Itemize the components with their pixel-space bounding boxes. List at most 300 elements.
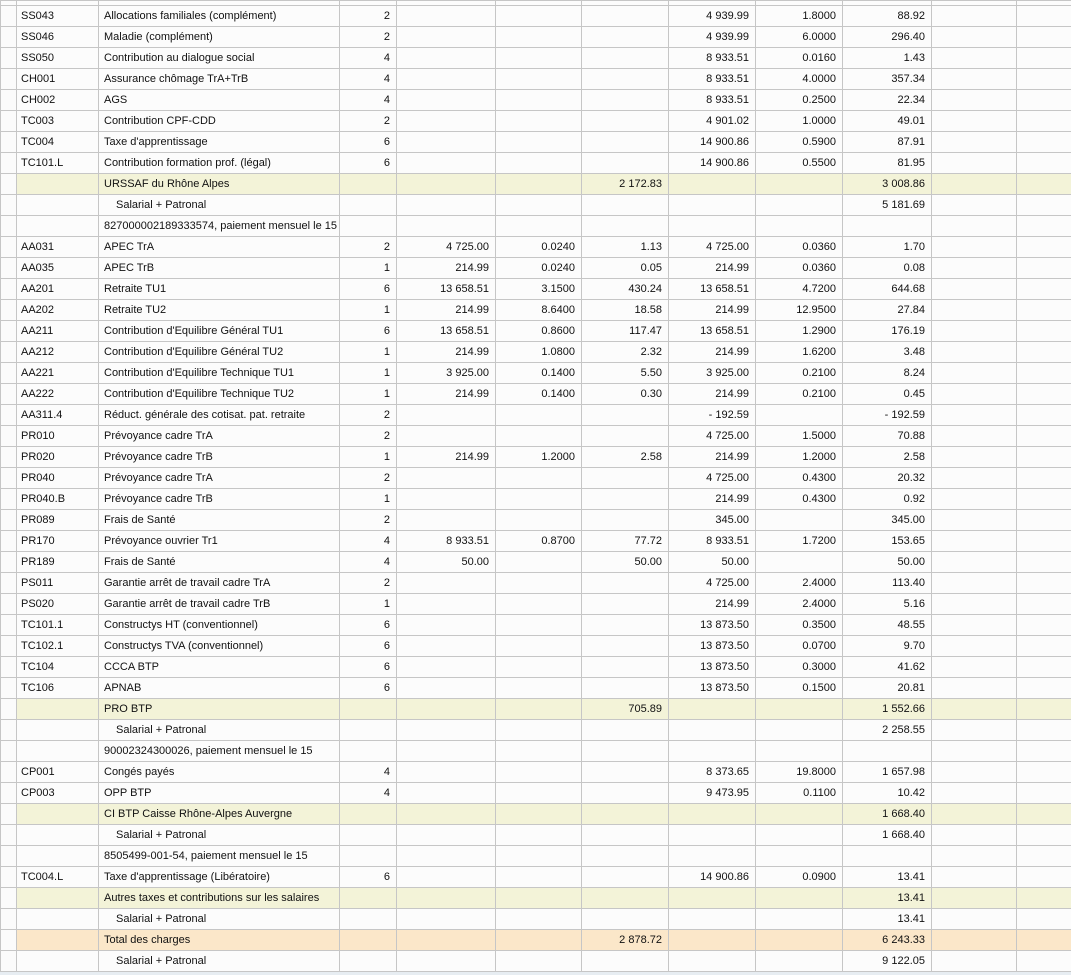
- cell-quantity: 1: [340, 258, 397, 279]
- cell-amount-patronal: 13.41: [843, 909, 932, 930]
- cell-amount-salarial: [582, 468, 669, 489]
- cell-amount-patronal: 13.41: [843, 888, 932, 909]
- cell-amount-salarial: 2 172.83: [582, 174, 669, 195]
- cell-code: TC101.L: [17, 153, 99, 174]
- cell-rate-patronal: 0.2100: [756, 384, 843, 405]
- table-row[interactable]: [1, 363, 1071, 384]
- table-row[interactable]: [1, 720, 1071, 741]
- row-gutter-cell: [1, 699, 17, 720]
- cell-empty-2: [1017, 426, 1071, 447]
- cell-rate-patronal: 1.2900: [756, 321, 843, 342]
- cell-amount-patronal: 9.70: [843, 636, 932, 657]
- cell-amount-salarial: [582, 405, 669, 426]
- cell-amount-salarial: [582, 111, 669, 132]
- cell-rate-patronal: 0.2100: [756, 363, 843, 384]
- cell-amount-patronal: 1 668.40: [843, 804, 932, 825]
- cell-rate-patronal: [756, 174, 843, 195]
- table-row[interactable]: [1, 279, 1071, 300]
- row-gutter-cell: [1, 153, 17, 174]
- cell-label: APEC TrA: [99, 237, 340, 258]
- row-gutter-cell: [1, 720, 17, 741]
- cell-rate-salarial: [496, 216, 582, 237]
- cell-amount-salarial: 18.58: [582, 300, 669, 321]
- cell-base-salarial: [397, 657, 496, 678]
- cell-empty-1: [932, 720, 1017, 741]
- cell-rate-patronal: 1.5000: [756, 426, 843, 447]
- row-gutter-cell: [1, 258, 17, 279]
- row-gutter-cell: [1, 279, 17, 300]
- cell-amount-patronal: 0.08: [843, 258, 932, 279]
- cell-base-patronal: [669, 846, 756, 867]
- cell-empty-1: [932, 615, 1017, 636]
- table-row[interactable]: [1, 510, 1071, 531]
- cell-empty-1: [932, 153, 1017, 174]
- cell-label: Total des charges: [99, 930, 340, 951]
- table-row[interactable]: [1, 321, 1071, 342]
- cell-base-patronal: [669, 699, 756, 720]
- cell-rate-salarial: [496, 657, 582, 678]
- cell-amount-patronal: 296.40: [843, 27, 932, 48]
- cell-label: Salarial + Patronal: [99, 825, 340, 846]
- cell-empty-1: [932, 6, 1017, 27]
- cell-base-salarial: [397, 510, 496, 531]
- table-row[interactable]: [1, 804, 1071, 825]
- cell-quantity: 4: [340, 552, 397, 573]
- table-row[interactable]: [1, 888, 1071, 909]
- cell-empty-1: [932, 174, 1017, 195]
- cell-rate-salarial: [496, 468, 582, 489]
- cell-base-salarial: [397, 132, 496, 153]
- cell-label: OPP BTP: [99, 783, 340, 804]
- cell-quantity: [340, 699, 397, 720]
- cell-amount-patronal: 5.16: [843, 594, 932, 615]
- row-gutter-cell: [1, 27, 17, 48]
- cell-label: APNAB: [99, 678, 340, 699]
- table-row[interactable]: [1, 132, 1071, 153]
- cell-amount-patronal: 1 657.98: [843, 762, 932, 783]
- cell-rate-salarial: [496, 510, 582, 531]
- cell-rate-salarial: [496, 720, 582, 741]
- cell-rate-patronal: 0.3500: [756, 615, 843, 636]
- cell-empty-1: [932, 300, 1017, 321]
- cell-code: TC003: [17, 111, 99, 132]
- table-row[interactable]: [1, 69, 1071, 90]
- cell-amount-patronal: [843, 216, 932, 237]
- cell-amount-patronal: 88.92: [843, 6, 932, 27]
- table-row[interactable]: [1, 909, 1071, 930]
- cell-base-patronal: 4 725.00: [669, 468, 756, 489]
- cell-base-salarial: [397, 90, 496, 111]
- cell-amount-salarial: 2.32: [582, 342, 669, 363]
- table-row[interactable]: [1, 384, 1071, 405]
- cell-empty-1: [932, 468, 1017, 489]
- cell-empty-1: [932, 783, 1017, 804]
- row-gutter-cell: [1, 909, 17, 930]
- cell-empty-2: [1017, 27, 1071, 48]
- cell-rate-patronal: 19.8000: [756, 762, 843, 783]
- cell-rate-salarial: [496, 552, 582, 573]
- cell-amount-patronal: - 192.59: [843, 405, 932, 426]
- cell-amount-patronal: 6 243.33: [843, 930, 932, 951]
- cell-base-salarial: [397, 930, 496, 951]
- cell-rate-salarial: [496, 69, 582, 90]
- row-gutter-cell: [1, 342, 17, 363]
- row-gutter-cell: [1, 300, 17, 321]
- table-row[interactable]: [1, 405, 1071, 426]
- cell-empty-1: [932, 678, 1017, 699]
- cell-empty-2: [1017, 657, 1071, 678]
- cell-base-salarial: [397, 216, 496, 237]
- cell-empty-2: [1017, 531, 1071, 552]
- cell-quantity: 4: [340, 90, 397, 111]
- cell-empty-2: [1017, 741, 1071, 762]
- cell-code: PS020: [17, 594, 99, 615]
- cell-base-salarial: [397, 741, 496, 762]
- cell-base-patronal: [669, 825, 756, 846]
- cell-base-salarial: [397, 468, 496, 489]
- cell-base-salarial: [397, 909, 496, 930]
- cell-rate-patronal: 1.7200: [756, 531, 843, 552]
- cell-amount-salarial: 2 878.72: [582, 930, 669, 951]
- cell-label: Contribution d'Equilibre Général TU2: [99, 342, 340, 363]
- cell-empty-1: [932, 552, 1017, 573]
- cell-empty-2: [1017, 846, 1071, 867]
- cell-empty-2: [1017, 825, 1071, 846]
- cell-rate-patronal: [756, 741, 843, 762]
- cell-rate-patronal: [756, 909, 843, 930]
- cell-base-salarial: [397, 678, 496, 699]
- cell-amount-patronal: [843, 741, 932, 762]
- cell-rate-patronal: [756, 951, 843, 972]
- cell-amount-patronal: 20.81: [843, 678, 932, 699]
- cell-rate-patronal: 0.0360: [756, 258, 843, 279]
- cell-amount-patronal: 345.00: [843, 510, 932, 531]
- cell-amount-patronal: [843, 846, 932, 867]
- cell-quantity: [340, 846, 397, 867]
- cell-code: [17, 888, 99, 909]
- cell-base-patronal: 13 873.50: [669, 657, 756, 678]
- cell-rate-patronal: 1.8000: [756, 6, 843, 27]
- cell-empty-1: [932, 216, 1017, 237]
- cell-rate-salarial: [496, 153, 582, 174]
- cell-rate-patronal: [756, 846, 843, 867]
- cell-rate-salarial: [496, 48, 582, 69]
- cell-quantity: 1: [340, 300, 397, 321]
- cell-empty-2: [1017, 321, 1071, 342]
- cell-amount-patronal: 49.01: [843, 111, 932, 132]
- cell-base-patronal: 13 658.51: [669, 279, 756, 300]
- cell-code: [17, 699, 99, 720]
- cell-label: Garantie arrêt de travail cadre TrA: [99, 573, 340, 594]
- cell-code: AA201: [17, 279, 99, 300]
- cell-amount-salarial: [582, 846, 669, 867]
- cell-empty-2: [1017, 636, 1071, 657]
- row-gutter-cell: [1, 426, 17, 447]
- table-row[interactable]: [1, 930, 1071, 951]
- cell-empty-2: [1017, 363, 1071, 384]
- cell-amount-salarial: [582, 153, 669, 174]
- cell-base-patronal: 13 658.51: [669, 321, 756, 342]
- cell-amount-patronal: 1 668.40: [843, 825, 932, 846]
- cell-base-salarial: [397, 720, 496, 741]
- table-row[interactable]: [1, 48, 1071, 69]
- cell-rate-salarial: 1.0800: [496, 342, 582, 363]
- cell-label: Salarial + Patronal: [99, 909, 340, 930]
- cell-base-salarial: [397, 27, 496, 48]
- cell-quantity: 4: [340, 69, 397, 90]
- cell-quantity: [340, 174, 397, 195]
- cell-amount-salarial: [582, 909, 669, 930]
- table-row[interactable]: [1, 951, 1071, 972]
- table-row[interactable]: [1, 300, 1071, 321]
- cell-quantity: 2: [340, 510, 397, 531]
- cell-empty-2: [1017, 678, 1071, 699]
- row-gutter-cell: [1, 951, 17, 972]
- cell-rate-patronal: 2.4000: [756, 573, 843, 594]
- cell-base-salarial: 214.99: [397, 384, 496, 405]
- row-gutter-cell: [1, 846, 17, 867]
- cell-base-patronal: 345.00: [669, 510, 756, 531]
- cell-amount-salarial: 117.47: [582, 321, 669, 342]
- row-gutter-cell: [1, 657, 17, 678]
- row-gutter-cell: [1, 930, 17, 951]
- cell-base-patronal: 4 725.00: [669, 426, 756, 447]
- cell-amount-salarial: [582, 678, 669, 699]
- cell-base-salarial: [397, 48, 496, 69]
- table-row[interactable]: [1, 594, 1071, 615]
- row-gutter-cell: [1, 384, 17, 405]
- cell-rate-patronal: [756, 510, 843, 531]
- table-row[interactable]: [1, 258, 1071, 279]
- cell-rate-salarial: [496, 846, 582, 867]
- table-row[interactable]: [1, 867, 1071, 888]
- cell-empty-2: [1017, 594, 1071, 615]
- cell-empty-2: [1017, 48, 1071, 69]
- cell-amount-patronal: 5 181.69: [843, 195, 932, 216]
- cell-empty-2: [1017, 195, 1071, 216]
- cell-quantity: 6: [340, 867, 397, 888]
- cell-rate-salarial: [496, 90, 582, 111]
- cell-code: [17, 195, 99, 216]
- cell-rate-salarial: 8.6400: [496, 300, 582, 321]
- cell-amount-salarial: [582, 489, 669, 510]
- cell-code: CH001: [17, 69, 99, 90]
- cell-amount-patronal: 70.88: [843, 426, 932, 447]
- table-row[interactable]: [1, 489, 1071, 510]
- cell-empty-2: [1017, 510, 1071, 531]
- row-gutter-cell: [1, 888, 17, 909]
- cell-empty-2: [1017, 300, 1071, 321]
- cell-code: [17, 930, 99, 951]
- table-row[interactable]: [1, 216, 1071, 237]
- cell-code: [17, 825, 99, 846]
- cell-base-patronal: 214.99: [669, 594, 756, 615]
- cell-label: Constructys HT (conventionnel): [99, 615, 340, 636]
- cell-base-salarial: [397, 804, 496, 825]
- cell-amount-salarial: 50.00: [582, 552, 669, 573]
- cell-quantity: 1: [340, 594, 397, 615]
- cell-empty-2: [1017, 153, 1071, 174]
- cell-empty-1: [932, 27, 1017, 48]
- cell-rate-patronal: 0.0900: [756, 867, 843, 888]
- cell-rate-patronal: 1.0000: [756, 111, 843, 132]
- cell-rate-salarial: [496, 888, 582, 909]
- cell-amount-patronal: 50.00: [843, 552, 932, 573]
- cell-empty-2: [1017, 447, 1071, 468]
- cell-rate-patronal: 12.9500: [756, 300, 843, 321]
- cell-base-salarial: 50.00: [397, 552, 496, 573]
- table-row[interactable]: [1, 426, 1071, 447]
- cell-label: Prévoyance cadre TrB: [99, 489, 340, 510]
- cell-base-salarial: [397, 153, 496, 174]
- cell-label: Retraite TU1: [99, 279, 340, 300]
- cell-rate-patronal: [756, 405, 843, 426]
- cell-base-salarial: [397, 573, 496, 594]
- cell-rate-patronal: [756, 720, 843, 741]
- cell-empty-1: [932, 699, 1017, 720]
- cell-empty-1: [932, 825, 1017, 846]
- cell-rate-patronal: 0.4300: [756, 489, 843, 510]
- table-row[interactable]: [1, 111, 1071, 132]
- row-gutter-cell: [1, 489, 17, 510]
- cell-quantity: 4: [340, 531, 397, 552]
- row-gutter-cell: [1, 405, 17, 426]
- table-row[interactable]: [1, 657, 1071, 678]
- cell-code: TC004.L: [17, 867, 99, 888]
- cell-rate-patronal: 0.0360: [756, 237, 843, 258]
- cell-amount-salarial: [582, 6, 669, 27]
- cell-code: SS046: [17, 27, 99, 48]
- cell-quantity: 1: [340, 447, 397, 468]
- table-row[interactable]: [1, 195, 1071, 216]
- cell-base-salarial: [397, 594, 496, 615]
- table-row[interactable]: [1, 783, 1071, 804]
- cell-base-patronal: 14 900.86: [669, 867, 756, 888]
- table-row[interactable]: [1, 153, 1071, 174]
- table-row[interactable]: [1, 762, 1071, 783]
- table-row[interactable]: [1, 573, 1071, 594]
- cell-label: Salarial + Patronal: [99, 720, 340, 741]
- cell-quantity: [340, 825, 397, 846]
- cell-quantity: 4: [340, 783, 397, 804]
- cell-label: Prévoyance ouvrier Tr1: [99, 531, 340, 552]
- cell-empty-1: [932, 195, 1017, 216]
- table-row[interactable]: [1, 846, 1071, 867]
- cell-rate-salarial: [496, 636, 582, 657]
- cell-amount-salarial: 5.50: [582, 363, 669, 384]
- cell-amount-salarial: [582, 888, 669, 909]
- cell-empty-1: [932, 909, 1017, 930]
- cell-amount-patronal: 0.92: [843, 489, 932, 510]
- cell-base-salarial: [397, 489, 496, 510]
- cell-quantity: [340, 216, 397, 237]
- cell-rate-salarial: [496, 615, 582, 636]
- cell-empty-1: [932, 510, 1017, 531]
- row-gutter-cell: [1, 615, 17, 636]
- cell-label: Contribution au dialogue social: [99, 48, 340, 69]
- row-gutter-cell: [1, 867, 17, 888]
- table-row[interactable]: [1, 468, 1071, 489]
- table-row[interactable]: [1, 90, 1071, 111]
- cell-empty-2: [1017, 804, 1071, 825]
- cell-empty-1: [932, 111, 1017, 132]
- table-row[interactable]: [1, 636, 1071, 657]
- cell-rate-salarial: [496, 573, 582, 594]
- cell-code: AA221: [17, 363, 99, 384]
- cell-amount-patronal: 20.32: [843, 468, 932, 489]
- cell-quantity: 4: [340, 48, 397, 69]
- row-gutter-cell: [1, 510, 17, 531]
- cell-quantity: [340, 804, 397, 825]
- cell-code: AA222: [17, 384, 99, 405]
- row-gutter-cell: [1, 594, 17, 615]
- table-row[interactable]: [1, 825, 1071, 846]
- cell-base-salarial: [397, 6, 496, 27]
- cell-empty-1: [932, 741, 1017, 762]
- cell-empty-1: [932, 762, 1017, 783]
- table-row[interactable]: [1, 6, 1071, 27]
- cell-quantity: 2: [340, 573, 397, 594]
- table-row[interactable]: [1, 342, 1071, 363]
- cell-code: AA031: [17, 237, 99, 258]
- cell-code: TC102.1: [17, 636, 99, 657]
- cell-amount-salarial: [582, 615, 669, 636]
- table-row[interactable]: [1, 27, 1071, 48]
- table-row[interactable]: [1, 552, 1071, 573]
- cell-quantity: [340, 951, 397, 972]
- table-row[interactable]: [1, 699, 1071, 720]
- cell-label: Contribution d'Equilibre Général TU1: [99, 321, 340, 342]
- cell-rate-patronal: [756, 552, 843, 573]
- cell-rate-salarial: [496, 174, 582, 195]
- table-row[interactable]: [1, 678, 1071, 699]
- cell-rate-salarial: [496, 930, 582, 951]
- row-gutter-cell: [1, 132, 17, 153]
- cell-empty-2: [1017, 405, 1071, 426]
- table-row[interactable]: [1, 531, 1071, 552]
- table-row[interactable]: [1, 741, 1071, 762]
- cell-amount-salarial: [582, 783, 669, 804]
- cell-quantity: [340, 195, 397, 216]
- cell-amount-salarial: [582, 69, 669, 90]
- cell-label: Constructys TVA (conventionnel): [99, 636, 340, 657]
- cell-code: PR170: [17, 531, 99, 552]
- table-row[interactable]: [1, 237, 1071, 258]
- table-row[interactable]: [1, 615, 1071, 636]
- cell-base-salarial: 4 725.00: [397, 237, 496, 258]
- cell-empty-2: [1017, 699, 1071, 720]
- cell-label: Contribution d'Equilibre Technique TU1: [99, 363, 340, 384]
- cell-code: [17, 720, 99, 741]
- cell-amount-patronal: 27.84: [843, 300, 932, 321]
- cell-base-salarial: [397, 636, 496, 657]
- cell-empty-1: [932, 426, 1017, 447]
- cell-amount-salarial: [582, 804, 669, 825]
- table-row[interactable]: [1, 174, 1071, 195]
- cell-empty-1: [932, 846, 1017, 867]
- cell-empty-1: [932, 321, 1017, 342]
- row-gutter-cell: [1, 447, 17, 468]
- cell-rate-salarial: [496, 27, 582, 48]
- cell-empty-2: [1017, 132, 1071, 153]
- cell-base-salarial: 3 925.00: [397, 363, 496, 384]
- cell-amount-patronal: 2 258.55: [843, 720, 932, 741]
- cell-amount-patronal: 81.95: [843, 153, 932, 174]
- cell-empty-1: [932, 531, 1017, 552]
- cell-rate-patronal: [756, 888, 843, 909]
- table-row[interactable]: [1, 447, 1071, 468]
- cell-amount-salarial: [582, 132, 669, 153]
